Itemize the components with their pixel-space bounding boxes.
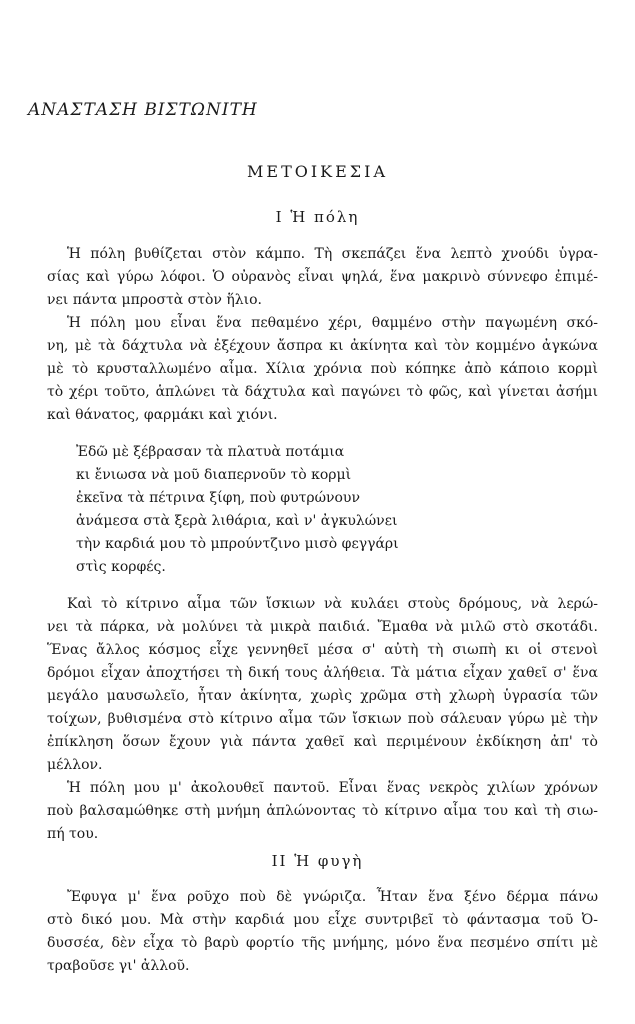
text-line: καὶ θάνατος, φαρμάκι καὶ χιόνι. <box>47 407 278 423</box>
text-line: μεγάλο μαυσωλεῖο, ἦταν ἀκίνητα, χωρὶς χρῶμα στὴ χλωρὴ ὑγρασία τῶν <box>47 688 598 704</box>
text-line: τὸ χέρι τοῦτο, ἁπλώνει τὰ δάχτυλα καὶ παγώνει τὸ φῶς, καὶ γίνεται ἀσήμι <box>47 384 598 400</box>
verse-line: ἐκεῖνα τὰ πέτρινα ξίφη, ποὺ φυτρώνουν <box>76 490 360 506</box>
text-line: Ἡ πόλη βυθίζεται στὸν κάμπο. Τὴ σκεπάζει ἕνα λεπτὸ χνούδι ὑγρα- <box>67 246 598 262</box>
text-line: μέλλον. <box>47 757 103 773</box>
text-line: πή του. <box>47 826 99 842</box>
text-line: μὲ τὸ κρυσταλλωμένο αἷμα. Χίλια χρόνια ποὺ κόπηκε ἀπὸ κάποιο κορμὶ <box>47 361 598 377</box>
text-line: στὸ δικό μου. Μὰ στὴν καρδιά μου εἶχε συντριβεῖ τὸ φάντασμα τοῦ Ὀ- <box>47 912 598 928</box>
verse-line: Ἐδῶ μὲ ξέβρασαν τὰ πλατυὰ ποτάμια <box>76 444 345 460</box>
text-line: νει τὰ πάρκα, νὰ μολύνει τὰ μικρὰ παιδιά. Ἔμαθα νὰ μιλῶ στὸ σκοτάδι. <box>47 619 598 635</box>
author-name: ΑΝΑΣΤΑΣΗ ΒΙΣΤΩΝΙΤΗ <box>28 100 258 120</box>
verse-line: κι ἔνιωσα νὰ μοῦ διαπερνοῦν τὸ κορμὶ <box>76 467 352 483</box>
page-title: ΜΕΤΟΙΚΕΣΙΑ <box>247 162 388 181</box>
text-line: Καὶ τὸ κίτρινο αἷμα τῶν ἴσκιων νὰ κυλάει στοὺς δρόμους, νὰ λερώ- <box>67 596 598 612</box>
text-line: τραβοῦσε γι' ἀλλοῦ. <box>47 958 190 974</box>
text-line: ἐπίκληση ὅσων ἔχουν γιὰ πάντα χαθεῖ καὶ περιμένουν ἐκδίκηση ἀπ' τὸ <box>47 734 598 750</box>
verse-line: τὴν καρδιά μου τὸ μπρούντζινο μισὸ φεγγάρι <box>76 536 399 552</box>
text-line: Ἡ πόλη μου εἶναι ἕνα πεθαμένο χέρι, θαμμένο στὴν παγωμένη σκό- <box>67 315 598 331</box>
text-line: νει πάντα μπροστὰ στὸν ἥλιο. <box>47 292 263 308</box>
verse-line: στὶς κορφές. <box>76 559 166 575</box>
verse-line: ἀνάμεσα στὰ ξερὰ λιθάρια, καὶ ν' ἀγκυλώνει <box>76 513 398 529</box>
text-line: σίας καὶ γύρω λόφοι. Ὁ οὐρανὸς εἶναι ψηλά, ἕνα μακρινὸ σύννεφο ἐπιμέ- <box>47 269 598 285</box>
section-heading-flight: II Ἡ φυγὴ <box>271 852 364 870</box>
text-line: τοίχων, βυθισμένα στὸ κίτρινο αἷμα τῶν ἴσκιων ποὺ σάλευαν γύρω μὲ τὴν <box>47 711 598 727</box>
text-line: δρόμοι εἶχαν ἀποχτήσει τὴ δική τους ἀλήθεια. Τὰ μάτια εἶχαν χαθεῖ σ' ἕνα <box>47 665 598 681</box>
section-heading-city: I Ἡ πόλη <box>275 208 360 226</box>
text-line: δυσσέα, δὲν εἶχα τὸ βαρὺ φορτίο τῆς μνήμης, μόνο ἕνα πεσμένο σπίτι μὲ <box>47 935 598 951</box>
text-line: Ἔφυγα μ' ἕνα ροῦχο ποὺ δὲ γνώριζα. Ἦταν ἕνα ξένο δέρμα πάνω <box>67 889 598 905</box>
text-line: Ἕνας ἄλλος κόσμος εἶχε γεννηθεῖ μέσα σ' αὐτὴ τὴ σιωπὴ κι οἱ στενοὶ <box>47 642 598 658</box>
text-line: νη, μὲ τὰ δάχτυλα νὰ ἐξέχουν ἄσπρα κι ἀκίνητα καὶ τὸν κομμένο ἀγκώνα <box>47 338 598 354</box>
text-line: Ἡ πόλη μου μ' ἀκολουθεῖ παντοῦ. Εἶναι ἕνας νεκρὸς χιλίων χρόνων <box>67 780 598 796</box>
text-line: ποὺ βαλσαμώθηκε στὴ μνήμη ἁπλώνοντας τὸ κίτρινο αἷμα του καὶ τὴ σιω- <box>47 803 598 819</box>
